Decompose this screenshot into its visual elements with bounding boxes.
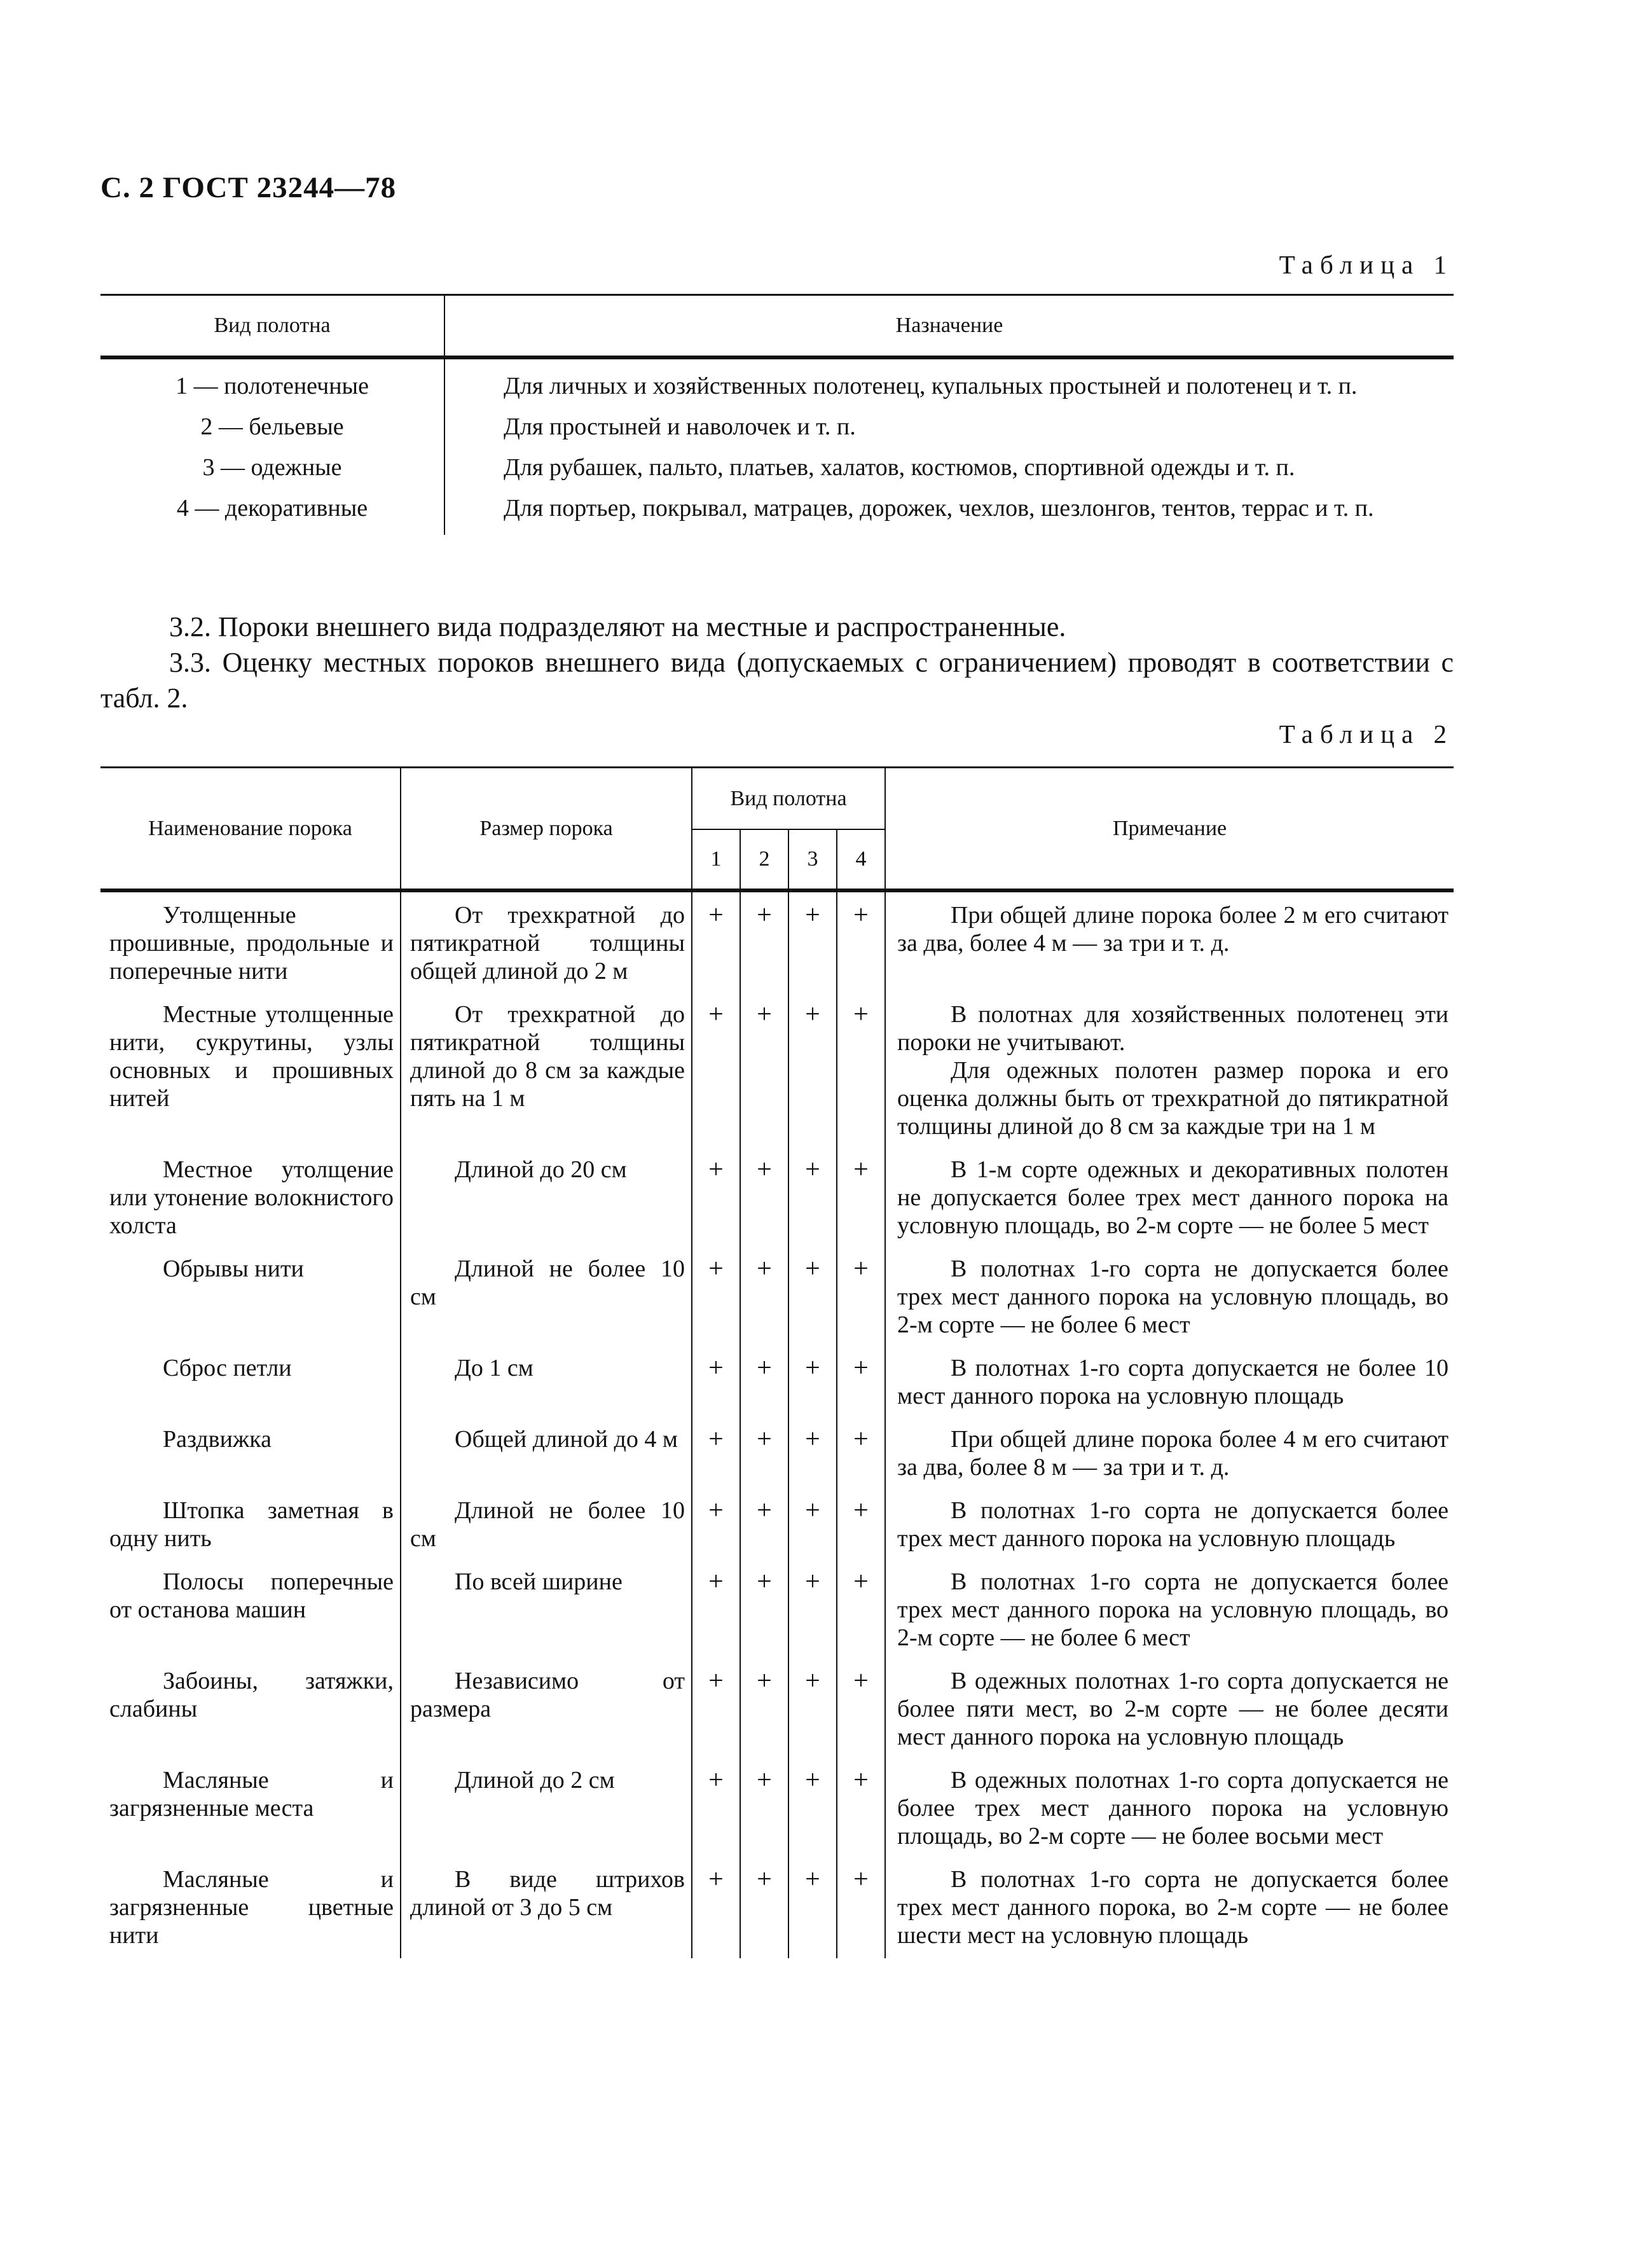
kind-1-mark: +	[692, 1149, 740, 1248]
table2-row	[100, 1348, 1454, 1419]
defect-note	[885, 994, 1454, 1149]
table2-row	[100, 994, 1454, 1149]
defect-size: Длиной не более 10 см	[401, 1490, 692, 1561]
kind-2-mark: +	[740, 1661, 788, 1760]
table2-caption: Таблица 2	[1279, 719, 1454, 749]
paragraph-3-3-text: 3.3. Оценку местных пороков внешнего вида (допускаемых с ограничением) проводят в соответствии с табл. 2.	[100, 647, 1454, 714]
kind-3-mark: +	[788, 994, 837, 1149]
table1-row	[100, 357, 1454, 405]
defect-note: В полотнах 1-го сорта допускается не более 10 мест данного порока на условную площадь	[897, 1355, 1449, 1409]
kind-1-mark: +	[692, 1419, 740, 1490]
kind-1-mark: +	[692, 1661, 740, 1760]
table1-purpose: Для рубашек, пальто, платьев, халатов, костюмов, спортивной одежды и т. п.	[504, 454, 1295, 481]
kind-3-mark: +	[788, 1561, 837, 1661]
table2-row	[100, 1859, 1454, 1958]
kind-4-mark: +	[837, 890, 885, 994]
defect-note: В полотнах 1-го сорта не допускается более трех мест данного порока на условную площадь, во 2-м сорте — не более 6 мест	[897, 1255, 1449, 1338]
table1-kind: 1 — полотенечные	[100, 357, 444, 405]
defect-size: Длиной не более 10 см	[401, 1248, 692, 1348]
kind-4-mark: +	[837, 1248, 885, 1348]
table1-purpose: Для личных и хозяйственных полотенец, купальных простыней и полотенец и т. п.	[504, 373, 1358, 399]
table1-header-purpose: Назначение	[444, 295, 1454, 358]
defect-note: При общей длине порока более 4 м его считают за два, более 8 м — за три и т. д.	[897, 1426, 1449, 1481]
defect-size: От трехкратной до пятикратной толщины общей длиной до 2 м	[401, 890, 692, 994]
kind-3-mark: +	[788, 890, 837, 994]
table1-row	[100, 405, 1454, 446]
table2-row	[100, 1661, 1454, 1760]
defect-note: При общей длине порока более 2 м его считают за два, более 4 м — за три и т. д.	[897, 902, 1449, 957]
defect-note: В одежных полотнах 1-го сорта допускается не более пяти мест, во 2-м сорте — не более десяти мест данного порока на условную площадь	[897, 1668, 1449, 1750]
kind-1-mark: +	[692, 1348, 740, 1419]
defect-name: Масляные и загрязненные цветные нити	[100, 1859, 401, 1958]
defect-size: Длиной до 20 см	[401, 1149, 692, 1248]
kind-2-mark: +	[740, 1490, 788, 1561]
defect-name: Полосы поперечные от останова машин	[100, 1561, 401, 1661]
kind-2-mark: +	[740, 1419, 788, 1490]
defect-name: Масляные и загрязненные места	[100, 1760, 401, 1859]
defect-note: В полотнах 1-го сорта не допускается более трех мест данного порока на условную площадь, во 2-м сорте — не более 6 мест	[897, 1568, 1449, 1651]
defect-note: В полотнах 1-го сорта не допускается более трех мест данного порока, во 2-м сорте — не более шести мест на условную площадь	[897, 1866, 1449, 1949]
kind-2-mark: +	[740, 1859, 788, 1958]
kind-4-mark: +	[837, 1661, 885, 1760]
kind-2-mark: +	[740, 1561, 788, 1661]
kind-2-mark: +	[740, 1760, 788, 1859]
kind-3-mark: +	[788, 1661, 837, 1760]
paragraph-3-2	[100, 609, 1454, 645]
table2-header-kind-2: 2	[740, 829, 788, 890]
kind-2-mark: +	[740, 1149, 788, 1248]
table1-purpose: Для портьер, покрывал, матрацев, дорожек, чехлов, шезлонгов, тентов, террас и т. п.	[504, 495, 1374, 522]
defect-note: В полотнах 1-го сорта не допускается более трех мест данного порока на условную площадь	[897, 1497, 1449, 1552]
kind-2-mark: +	[740, 1248, 788, 1348]
defect-name: Штопка заметная в одну нить	[100, 1490, 401, 1561]
defect-note-part2: Для одежных полотен размер порока и его оценка должны быть от трехкратной до пятикратной толщины длиной до 8 см за каждые три на 1 м	[897, 1057, 1449, 1140]
table1-purpose: Для простыней и наволочек и т. п.	[504, 413, 856, 440]
kind-2-mark: +	[740, 1348, 788, 1419]
table1-row	[100, 446, 1454, 487]
kind-3-mark: +	[788, 1348, 837, 1419]
table2-header-name: Наименование порока	[100, 768, 401, 891]
table2-header-kind: Вид полотна	[692, 768, 885, 830]
defect-note: В одежных полотнах 1-го сорта допускается не более трех мест данного порока на условную площадь, во 2-м сорте — не более восьми мест	[897, 1767, 1449, 1850]
defect-size: Длиной до 2 см	[401, 1760, 692, 1859]
kind-4-mark: +	[837, 1561, 885, 1661]
table2-row	[100, 1561, 1454, 1661]
page-header: С. 2 ГОСТ 23244—78	[100, 171, 397, 204]
table2	[100, 766, 1454, 1958]
kind-4-mark: +	[837, 1348, 885, 1419]
table1-header-kind: Вид полотна	[100, 295, 444, 358]
table2-header-kind-1: 1	[692, 829, 740, 890]
defect-size: Общей длиной до 4 м	[401, 1419, 692, 1490]
kind-4-mark: +	[837, 1419, 885, 1490]
table2-row	[100, 1248, 1454, 1348]
kind-4-mark: +	[837, 1760, 885, 1859]
defect-name: Утолщенные прошивные, продольные и поперечные нити	[100, 890, 401, 994]
table1	[100, 294, 1454, 535]
table2-header-kind-4: 4	[837, 829, 885, 890]
kind-1-mark: +	[692, 994, 740, 1149]
kind-1-mark: +	[692, 1490, 740, 1561]
defect-size: Независимо от размера	[401, 1661, 692, 1760]
kind-1-mark: +	[692, 1248, 740, 1348]
table2-header-note: Примечание	[885, 768, 1454, 891]
table2-row	[100, 890, 1454, 994]
kind-4-mark: +	[837, 1490, 885, 1561]
table2-header-kind-3: 3	[788, 829, 837, 890]
defect-note: В 1-м сорте одежных и декоративных полотен не допускается более трех мест данного порока на условную площадь, во 2-м сорте — не более 5 мест	[897, 1156, 1449, 1239]
defect-name: Обрывы нити	[100, 1248, 401, 1348]
kind-1-mark: +	[692, 1760, 740, 1859]
kind-4-mark: +	[837, 1859, 885, 1958]
defect-note-part1: В полотнах для хозяйственных полотенец эти пороки не учитывают.	[897, 1001, 1449, 1056]
kind-3-mark: +	[788, 1419, 837, 1490]
kind-2-mark: +	[740, 890, 788, 994]
kind-4-mark: +	[837, 994, 885, 1149]
table1-kind: 3 — одежные	[100, 446, 444, 487]
kind-3-mark: +	[788, 1859, 837, 1958]
table1-kind: 2 — бельевые	[100, 405, 444, 446]
table2-row	[100, 1419, 1454, 1490]
defect-name: Местное утолщение или утонение волокнистого холста	[100, 1149, 401, 1248]
defect-name: Забоины, затяжки, слабины	[100, 1661, 401, 1760]
table2-row	[100, 1490, 1454, 1561]
kind-4-mark: +	[837, 1149, 885, 1248]
table1-caption: Таблица 1	[1279, 250, 1454, 279]
defect-name: Местные утолщенные нити, сукрутины, узлы основных и прошивных нитей	[100, 994, 401, 1149]
kind-3-mark: +	[788, 1149, 837, 1248]
kind-3-mark: +	[788, 1490, 837, 1561]
kind-1-mark: +	[692, 890, 740, 994]
defect-size: От трехкратной до пятикратной толщины длиной до 8 см за каждые пять на 1 м	[401, 994, 692, 1149]
defect-size: До 1 см	[401, 1348, 692, 1419]
paragraph-3-2-text: 3.2. Пороки внешнего вида подразделяют на местные и распространенные.	[169, 611, 1066, 642]
table2-row	[100, 1149, 1454, 1248]
kind-1-mark: +	[692, 1859, 740, 1958]
kind-2-mark: +	[740, 994, 788, 1149]
table2-header-size: Размер порока	[401, 768, 692, 891]
table1-kind: 4 — декоративные	[100, 487, 444, 535]
defect-size: В виде штрихов длиной от 3 до 5 см	[401, 1859, 692, 1958]
kind-3-mark: +	[788, 1248, 837, 1348]
defect-size: По всей ширине	[401, 1561, 692, 1661]
paragraph-3-3	[100, 645, 1454, 716]
table2-row	[100, 1760, 1454, 1859]
defect-name: Раздвижка	[100, 1419, 401, 1490]
kind-1-mark: +	[692, 1561, 740, 1661]
table1-row	[100, 487, 1454, 535]
kind-3-mark: +	[788, 1760, 837, 1859]
defect-name: Сброс петли	[100, 1348, 401, 1419]
